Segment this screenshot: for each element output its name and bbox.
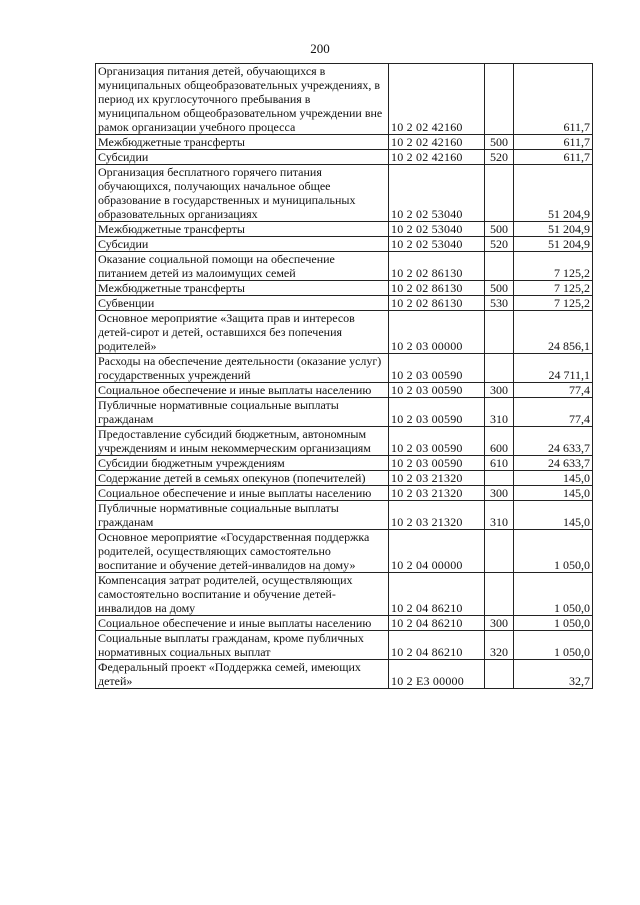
row-expense-type: 300	[485, 383, 514, 398]
row-code: 10 2 02 53040	[389, 165, 485, 222]
table-row	[96, 135, 593, 150]
row-name: Федеральный проект «Поддержка семей, имеющих детей»	[96, 660, 389, 689]
row-code: 10 2 03 00590	[389, 456, 485, 471]
table-row	[96, 64, 593, 135]
table-row	[96, 222, 593, 237]
row-code: 10 2 02 42160	[389, 150, 485, 165]
row-sum: 7 125,2	[514, 296, 593, 311]
table-row	[96, 383, 593, 398]
row-expense-type: 300	[485, 486, 514, 501]
row-code: 10 2 02 53040	[389, 237, 485, 252]
row-sum: 24 633,7	[514, 427, 593, 456]
row-expense-type: 610	[485, 456, 514, 471]
row-code: 10 2 03 00590	[389, 354, 485, 383]
row-code: 10 2 02 42160	[389, 64, 485, 135]
row-name: Предоставление субсидий бюджетным, автономным учреждениям и иным некоммерческим организациям	[96, 427, 389, 456]
row-expense-type: 310	[485, 501, 514, 530]
row-code: 10 2 03 00590	[389, 398, 485, 427]
row-sum: 77,4	[514, 383, 593, 398]
budget-table-body	[96, 64, 593, 689]
row-expense-type	[485, 311, 514, 354]
row-code: 10 2 02 53040	[389, 222, 485, 237]
row-code: 10 2 03 21320	[389, 471, 485, 486]
row-name: Межбюджетные трансферты	[96, 281, 389, 296]
row-name: Субсидии	[96, 150, 389, 165]
row-expense-type: 520	[485, 150, 514, 165]
row-name: Межбюджетные трансферты	[96, 135, 389, 150]
row-code: 10 2 04 00000	[389, 530, 485, 573]
row-expense-type	[485, 471, 514, 486]
table-row	[96, 398, 593, 427]
table-row	[96, 631, 593, 660]
row-name: Основное мероприятие «Защита прав и интересов детей-сирот и детей, оставшихся без попечения родителей»	[96, 311, 389, 354]
row-expense-type: 530	[485, 296, 514, 311]
row-expense-type: 300	[485, 616, 514, 631]
row-expense-type: 520	[485, 237, 514, 252]
row-name: Субсидии бюджетным учреждениям	[96, 456, 389, 471]
row-code: 10 2 02 86130	[389, 281, 485, 296]
row-sum: 51 204,9	[514, 222, 593, 237]
row-sum: 611,7	[514, 135, 593, 150]
row-name: Межбюджетные трансферты	[96, 222, 389, 237]
table-row	[96, 660, 593, 689]
row-name: Публичные нормативные социальные выплаты гражданам	[96, 398, 389, 427]
row-name: Расходы на обеспечение деятельности (оказание услуг) государственных учреждений	[96, 354, 389, 383]
row-code: 10 2 03 00590	[389, 383, 485, 398]
row-sum: 145,0	[514, 471, 593, 486]
row-name: Компенсация затрат родителей, осуществляющих самостоятельно воспитание и обучение детей-инвалидов на дому	[96, 573, 389, 616]
row-name: Организация питания детей, обучающихся в муниципальных общеобразовательных учреждениях, в период их круглосуточного пребывания в муниципальном общеобразовательном учреждении вне рамок организации учебного процесса	[96, 64, 389, 135]
row-name: Оказание социальной помощи на обеспечение питанием детей из малоимущих семей	[96, 252, 389, 281]
table-row	[96, 296, 593, 311]
row-expense-type: 500	[485, 222, 514, 237]
row-name: Организация бесплатного горячего питания обучающихся, получающих начальное общее образование в государственных и муниципальных образовательных организациях	[96, 165, 389, 222]
row-code: 10 2 04 86210	[389, 616, 485, 631]
row-code: 10 2 03 21320	[389, 501, 485, 530]
row-sum: 7 125,2	[514, 281, 593, 296]
table-row	[96, 237, 593, 252]
table-row	[96, 427, 593, 456]
row-expense-type	[485, 660, 514, 689]
table-row	[96, 281, 593, 296]
row-sum: 145,0	[514, 486, 593, 501]
row-name: Основное мероприятие «Государственная поддержка родителей, осуществляющих самостоятельно воспитание и обучение детей-инвалидов на дому»	[96, 530, 389, 573]
row-name: Содержание детей в семьях опекунов (попечителей)	[96, 471, 389, 486]
row-code: 10 2 04 86210	[389, 573, 485, 616]
row-sum: 611,7	[514, 150, 593, 165]
row-name: Субсидии	[96, 237, 389, 252]
row-name: Социальные выплаты гражданам, кроме публичных нормативных социальных выплат	[96, 631, 389, 660]
row-sum: 1 050,0	[514, 631, 593, 660]
row-code: 10 2 E3 00000	[389, 660, 485, 689]
row-code: 10 2 02 42160	[389, 135, 485, 150]
row-expense-type	[485, 252, 514, 281]
table-row	[96, 501, 593, 530]
row-name: Субвенции	[96, 296, 389, 311]
row-sum: 24 633,7	[514, 456, 593, 471]
table-row	[96, 616, 593, 631]
row-sum: 77,4	[514, 398, 593, 427]
table-row	[96, 311, 593, 354]
row-sum: 145,0	[514, 501, 593, 530]
row-sum: 51 204,9	[514, 237, 593, 252]
row-sum: 611,7	[514, 64, 593, 135]
row-code: 10 2 03 00590	[389, 427, 485, 456]
row-sum: 1 050,0	[514, 573, 593, 616]
row-code: 10 2 02 86130	[389, 296, 485, 311]
row-sum: 24 711,1	[514, 354, 593, 383]
row-code: 10 2 03 00000	[389, 311, 485, 354]
row-code: 10 2 04 86210	[389, 631, 485, 660]
row-expense-type	[485, 165, 514, 222]
table-row	[96, 252, 593, 281]
row-sum: 7 125,2	[514, 252, 593, 281]
row-name: Социальное обеспечение и иные выплаты населению	[96, 616, 389, 631]
row-expense-type: 310	[485, 398, 514, 427]
table-row	[96, 573, 593, 616]
row-name: Публичные нормативные социальные выплаты гражданам	[96, 501, 389, 530]
row-expense-type: 600	[485, 427, 514, 456]
table-row	[96, 530, 593, 573]
row-name: Социальное обеспечение и иные выплаты населению	[96, 383, 389, 398]
row-code: 10 2 02 86130	[389, 252, 485, 281]
table-row	[96, 165, 593, 222]
row-name: Социальное обеспечение и иные выплаты населению	[96, 486, 389, 501]
table-row	[96, 456, 593, 471]
row-sum: 51 204,9	[514, 165, 593, 222]
row-expense-type: 500	[485, 135, 514, 150]
row-expense-type	[485, 530, 514, 573]
budget-table	[95, 63, 593, 689]
row-sum: 24 856,1	[514, 311, 593, 354]
table-row	[96, 354, 593, 383]
table-row	[96, 471, 593, 486]
page-number: 200	[310, 41, 330, 56]
table-row	[96, 486, 593, 501]
row-expense-type: 500	[485, 281, 514, 296]
row-expense-type	[485, 64, 514, 135]
row-expense-type: 320	[485, 631, 514, 660]
row-expense-type	[485, 573, 514, 616]
row-code: 10 2 03 21320	[389, 486, 485, 501]
row-sum: 1 050,0	[514, 616, 593, 631]
table-row	[96, 150, 593, 165]
row-sum: 1 050,0	[514, 530, 593, 573]
row-expense-type	[485, 354, 514, 383]
row-sum: 32,7	[514, 660, 593, 689]
